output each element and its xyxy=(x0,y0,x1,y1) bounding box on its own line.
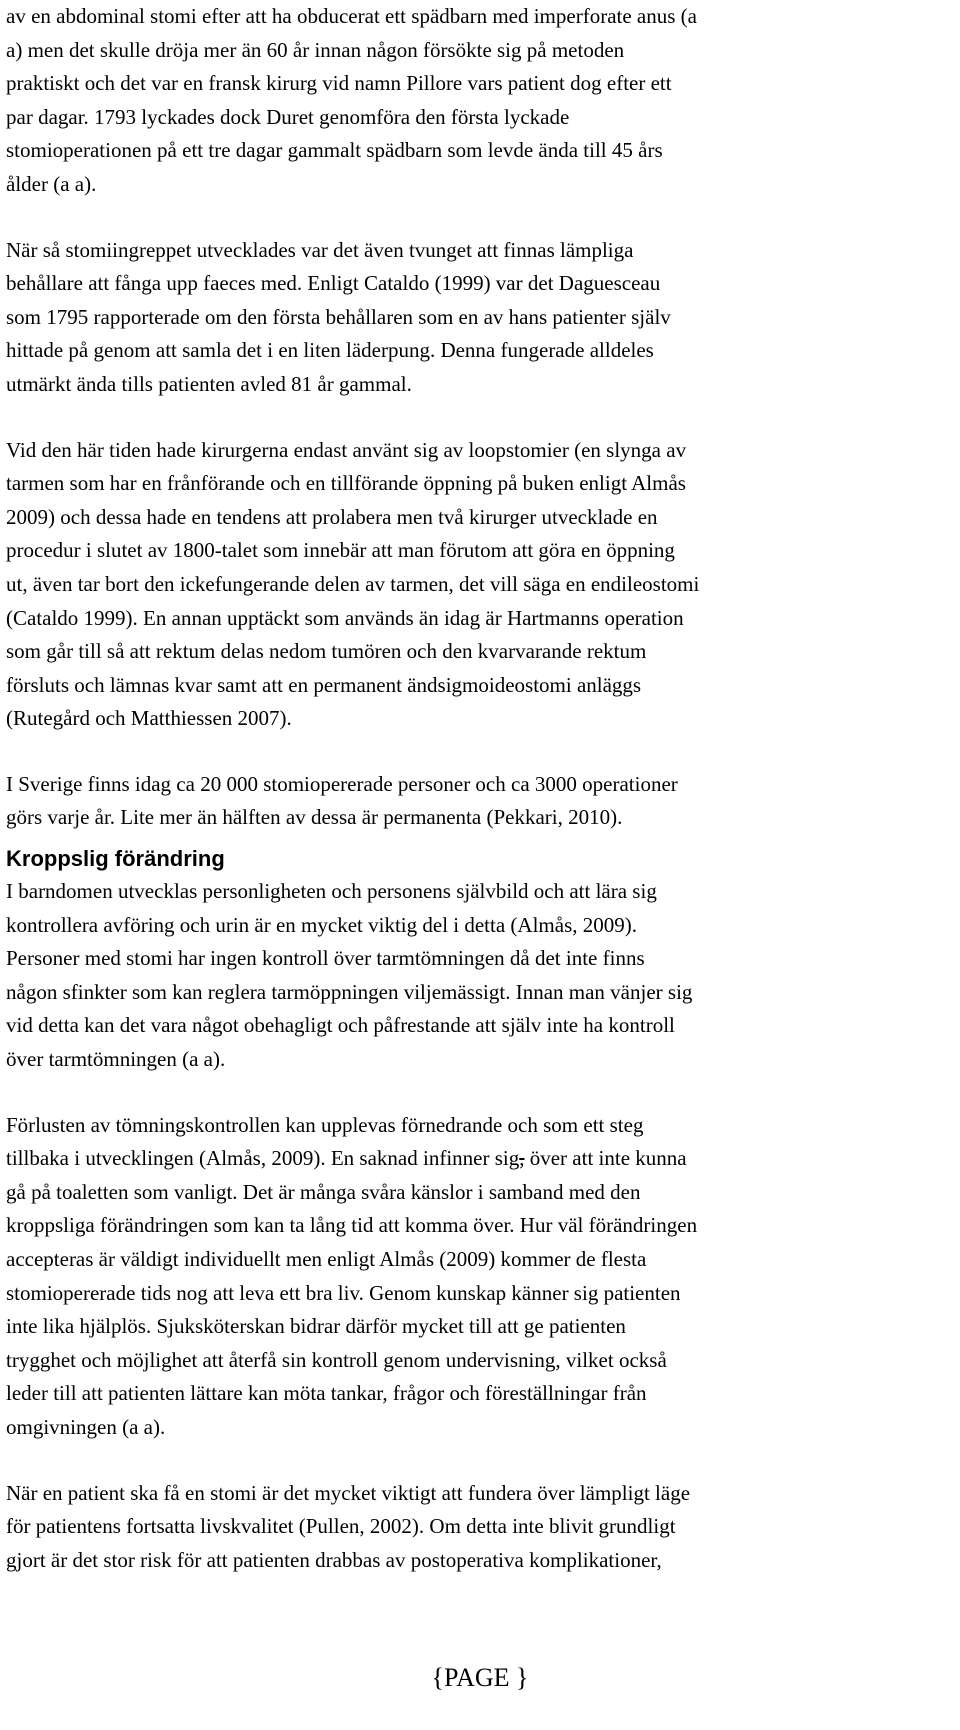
page-number-field: {PAGE } xyxy=(431,1663,529,1692)
text-line: När en patient ska få en stomi är det mycket viktigt att fundera över lämpligt läge xyxy=(6,1480,691,1505)
paragraph-stomi-history xyxy=(6,0,954,202)
text-line: praktiskt och det var en fransk kirurg vid namn Pillore vars patient dog efter ett xyxy=(6,71,672,96)
text-line: tarmen som har en frånförande och en tillförande öppning på buken enligt Almås xyxy=(6,471,686,496)
text-line: gå på toaletten som vanligt. Det är många svåra känslor i samband med den xyxy=(6,1179,641,1204)
struck-comma: , xyxy=(519,1146,525,1171)
text-line: stomioperationen på ett tre dagar gammalt spädbarn som levde ända till 45 års xyxy=(6,138,663,163)
paragraph-gap xyxy=(6,1077,954,1109)
text-line: När så stomiingreppet utvecklades var det även tvunget att finnas lämpliga xyxy=(6,237,634,262)
paragraph-stomilage xyxy=(6,1477,954,1578)
text-line: procedur i slutet av 1800-talet som innebär att man förutom att göra en öppning xyxy=(6,538,675,563)
paragraph-loopstomier xyxy=(6,434,954,736)
text-line: a) men det skulle dröja mer än 60 år innan någon försökte sig på metoden xyxy=(6,37,625,62)
text-line: leder till att patienten lättare kan möta tankar, frågor och föreställningar från xyxy=(6,1381,647,1406)
text-line: kontrollera avföring och urin är en mycket viktig del i detta (Almås, 2009). xyxy=(6,912,637,937)
paragraph-forlusten xyxy=(6,1109,954,1445)
paragraph-gap xyxy=(6,736,954,768)
document-page xyxy=(6,0,954,1577)
text-line: hittade på genom att samla det i en liten läderpung. Denna fungerade alldeles xyxy=(6,338,654,363)
text-line: (Rutegård och Matthiessen 2007). xyxy=(6,706,292,731)
text-line: accepteras är väldigt individuellt men enligt Almås (2009) kommer de flesta xyxy=(6,1247,647,1271)
paragraph-gap xyxy=(6,1445,954,1477)
text-line: ut, även tar bort den ickefungerande delen av tarmen, det vill säga en endileostomi xyxy=(6,571,700,596)
text-line: utmärkt ända tills patienten avled 81 år gammal. xyxy=(6,371,412,396)
text-line: ålder (a a). xyxy=(6,171,97,196)
text-line: gjort är det stor risk för att patienten drabbas av postoperativa komplikationer, xyxy=(6,1547,662,1572)
text-line xyxy=(6,1142,954,1176)
text-line: (Cataldo 1999). En annan upptäckt som används än idag är Hartmanns operation xyxy=(6,605,684,630)
text-line: någon sfinkter som kan reglera tarmöppningen viljemässigt. Innan man vänjer sig xyxy=(6,979,693,1004)
paragraph-stomi-containers xyxy=(6,234,954,402)
paragraph-gap xyxy=(6,402,954,434)
text-line: stomiopererade tids nog att leva ett bra liv. Genom kunskap känner sig patienten xyxy=(6,1280,681,1305)
text-line: Förlusten av tömningskontrollen kan upplevas förnedrande och som ett steg xyxy=(6,1112,644,1137)
paragraph-sverige-statistik xyxy=(6,768,954,835)
text-line: 2009) och dessa hade en tendens att prolabera men två kirurger utvecklade en xyxy=(6,504,658,529)
section-heading: Kroppslig förändring xyxy=(6,846,225,872)
text-line: omgivningen (a a). xyxy=(6,1414,166,1439)
text-line: I barndomen utvecklas personligheten och personens självbild och att lära sig xyxy=(6,879,657,904)
text-line: par dagar. 1793 lyckades dock Duret genomföra den första lyckade xyxy=(6,104,570,129)
paragraph-gap xyxy=(6,202,954,234)
text-line: av en abdominal stomi efter att ha obducerat ett spädbarn med imperforate anus (a xyxy=(6,4,697,28)
text-line: Personer med stomi har ingen kontroll över tarmtömningen då det inte finns xyxy=(6,946,645,971)
text-line: inte lika hjälplös. Sjuksköterskan bidrar därför mycket till att ge patienten xyxy=(6,1314,626,1339)
text-line: I Sverige finns idag ca 20 000 stomiopererade personer och ca 3000 operationer xyxy=(6,771,678,796)
text-line: som 1795 rapporterade om den första behållaren som en av hans patienter själv xyxy=(6,304,671,329)
text-line: över tarmtömningen (a a). xyxy=(6,1047,226,1072)
paragraph-barndom xyxy=(6,875,954,1077)
text-line: försluts och lämnas kvar samt att en permanent ändsigmoideostomi anläggs xyxy=(6,672,642,697)
text-segment: tillbaka i utvecklingen (Almås, 2009). En saknad infinner sig xyxy=(6,1146,520,1171)
text-line: trygghet och möjlighet att återfå sin kontroll genom undervisning, vilket också xyxy=(6,1347,667,1372)
text-line: vid detta kan det vara något obehagligt och påfrestande att själv inte ha kontroll xyxy=(6,1013,675,1038)
text-line: kroppsliga förändringen som kan ta lång tid att komma över. Hur väl förändringen xyxy=(6,1213,698,1238)
text-line: som går till så att rektum delas nedom tumören och den kvarvarande rektum xyxy=(6,639,647,664)
text-line: behållare att fånga upp faeces med. Enligt Cataldo (1999) var det Daguesceau xyxy=(6,271,661,296)
text-line: Vid den här tiden hade kirurgerna endast använt sig av loopstomier (en slynga av xyxy=(6,437,687,462)
text-line: för patientens fortsatta livskvalitet (Pullen, 2002). Om detta inte blivit grundligt xyxy=(6,1514,676,1539)
text-segment: över att inte kunna xyxy=(524,1146,687,1171)
text-line: görs varje år. Lite mer än hälften av dessa är permanenta (Pekkari, 2010). xyxy=(6,805,623,830)
